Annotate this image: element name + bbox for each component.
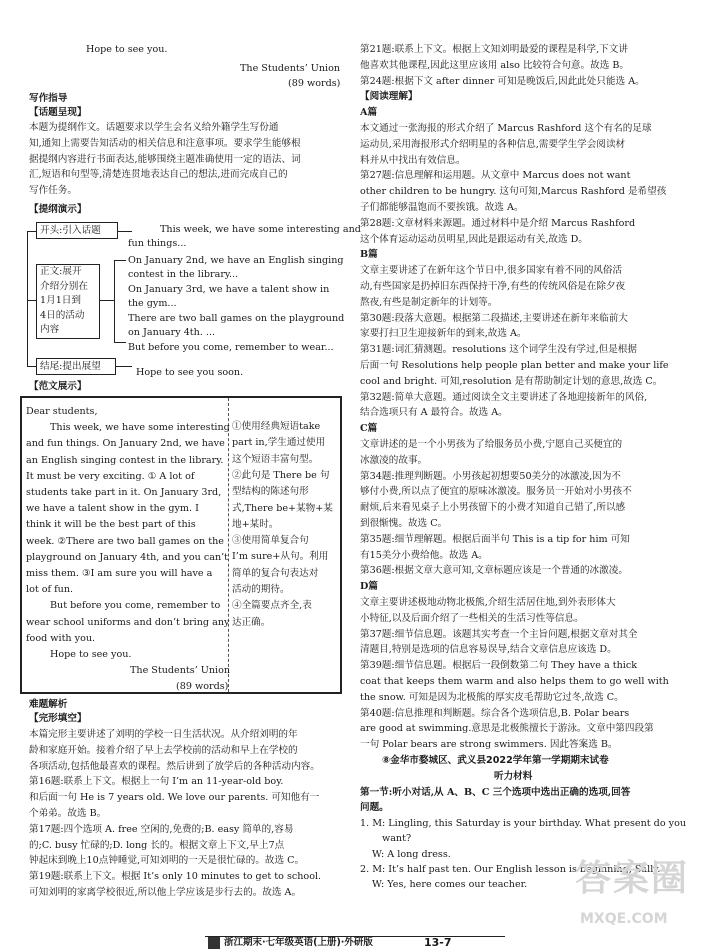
analysis-line: 第24题:根据下文 after dinner 可知是晚饭后,因此此处只能选 A。 (360, 75, 645, 87)
passage-a-line: 第28题:文章材料来源题。通过材料中是介绍 Marcus Rashford (360, 217, 636, 229)
model-line: we have a talent show in the gym. I (26, 503, 199, 515)
outline-bracket (27, 231, 28, 367)
model-line: students take part in it. On January 3rd, (26, 487, 222, 498)
outline-line: contest in the library... (128, 269, 239, 280)
passage-d-line: 清题目,特别是选项的信息容易误导,结合文章信息应该选 D。 (360, 644, 617, 656)
passage-b-line: 后面一句 Resolutions help people plan better and make your life (360, 360, 669, 371)
model-line: week. ②There are two ball games on the (26, 535, 224, 547)
model-note-line: part in,学生通过使用 (232, 437, 326, 449)
passage-a-line: 运动员,采用海报形式介绍明星的各种信息,需要学生学会阅读材 (360, 138, 626, 150)
topic-line: 知,通知上需要告知活动的相关信息和注意事项。要求学生能够根 (29, 137, 301, 149)
passage-b-line: cool and bright. 可知,resolution 是有帮助制定计划的意思,故选 C。 (360, 375, 663, 387)
passage-c-line: 第35题:细节理解题。根据后面半句 This is a tip for him 可知 (360, 533, 630, 545)
outline-line: On January 2nd, we have an English singing (128, 255, 344, 266)
outline-body-line: 4日的活动 (40, 309, 85, 321)
passage-b-line: 文章主要讲述了在新年这个节日中,很多国家有着不同的风俗活 (360, 265, 623, 277)
model-line: and fun things. On January 2nd, we have (26, 438, 225, 450)
model-line: an English singing contest in the library. (26, 454, 224, 466)
outline-box-body (36, 264, 100, 339)
exam-title: ⑧金华市婺城区、武义县2022学年第一学期期末试卷 (382, 755, 609, 766)
outline-line: But before you come, remember to wear... (128, 342, 334, 353)
passage-d-line: D篇 (360, 581, 378, 593)
outline-arrow (116, 366, 132, 367)
outline-bracket-top (27, 231, 36, 232)
outline-body-line: 1月1日到 (40, 295, 81, 306)
cloze-line: 本篇完形主要讲述了刘明的学校一日生活状况。从介绍刘明的年 (29, 729, 298, 740)
letter-wordcount: (89 words) (288, 78, 341, 89)
outline-bracket-bot (27, 366, 36, 367)
topic-line: 据提纲内容进行书面表达,能够围绕主题准确使用一定的语法、词 (29, 153, 301, 165)
outline-arrow (118, 231, 132, 232)
passage-c-line: 文章讲述的是一个小男孩为了给服务员小费,宁愿自己买便宜的 (360, 439, 623, 450)
passage-a-line: other children to be hungry. 这句可知,Marcus Rashford 是希望孩 (360, 186, 667, 198)
passage-c-line: C篇 (360, 423, 378, 435)
passage-c-line: 冰激凌的故事。 (360, 454, 428, 466)
passage-b-line: 第32题:简单大意题。通过阅读全文主要讲述了各地迎接新年的风俗, (360, 391, 648, 403)
passage-a-line: A篇 (360, 107, 378, 119)
listening-heading: 听力材料 (494, 770, 533, 782)
passage-c-line: 到很惭愧。故选 C。 (360, 518, 448, 529)
cloze-line: 的;C. busy 忙碌的;D. long 长的。根据文章上下文,早上7点 (29, 839, 285, 851)
passage-a-line: 第27题:信息理解和运用题。从文章中 Marcus does not want (360, 170, 631, 182)
model-note-line: 达正确。 (232, 616, 271, 628)
model-line: lot of fun. (26, 584, 74, 596)
outline-line: the gym... (128, 298, 177, 309)
passage-c-line: 够付小费,所以点了便宜的原味冰激凌。服务员一开始对小男孩不 (360, 486, 632, 498)
passage-a-line: 本文通过一张海报的形式介绍了 Marcus Rashford 这个有名的足球 (360, 123, 652, 134)
cloze-line: 第17题:四个选项 A. free 空闲的,免费的;B. easy 简单的,容易 (29, 823, 294, 835)
model-line: miss them. ③I am sure you will have a (26, 568, 213, 579)
model-note-line: 型结构的陈述句形 (232, 486, 309, 498)
passage-a-line: 料并从中找出有效信息。 (360, 154, 466, 166)
analysis-line: 他喜欢其他课程,因此这里应该用 also 比较符合句意。故选 B。 (360, 59, 629, 71)
cloze-line: 和后面一句 He is 7 years old. We love our parents. 可知他有一 (29, 792, 320, 804)
passage-d-line: 第39题:细节信息题。根据后一段倒数第二句 They have a thick (360, 660, 638, 672)
passage-d-line: 文章主要讲述极地动物北极熊,介绍生活居住地,到外表形体大 (360, 597, 616, 608)
cloze-line: 第19题:联系上下文。根据 It’s only 10 minutes to get to school. (29, 871, 322, 883)
writing-guide-heading: 写作指导 (29, 93, 68, 104)
passage-b-line: 动,有些国家是扔掉旧东西保持干净,有些的传统风俗是在除夕夜 (360, 281, 626, 292)
passage-c-line: 有15美分小费给他。故选 A。 (360, 549, 488, 561)
outline-line: On January 3rd, we have a talent show in (128, 284, 330, 295)
model-line: The Students’ Union (130, 665, 231, 677)
passage-d-line: the snow. 可知是因为北极熊的厚实皮毛帮助它过冬,故选 C。 (360, 691, 624, 703)
outline-brace-top (114, 260, 126, 261)
dialog-line: 2. M: It’s half past ten. Our English lesson is beginning, Sally. (360, 863, 661, 875)
model-line: think it will be the best part of this (26, 519, 196, 531)
outline-box-end-label: 结尾:提出展望 (40, 361, 101, 372)
dialog-line: want? (382, 833, 412, 845)
model-note-line: 活动的期待。 (232, 584, 290, 595)
outline-box-open (36, 222, 118, 239)
outline-line: This week, we have some interesting and (160, 224, 361, 235)
cloze-line: 个弟弟。故选 B。 (29, 808, 107, 819)
topic-line: 写作任务。 (29, 185, 77, 197)
model-note-line: ④全篇要点齐全,表 (232, 600, 312, 612)
passage-a-line: 这个体育运动运动员明星,因此是跟运动有关,故选 D。 (360, 233, 588, 245)
model-line: Hope to see you. (50, 649, 132, 660)
cloze-heading: 【完形填空】 (29, 713, 87, 724)
passage-d-line: 第37题:细节信息题。该题其实考查一个主旨问题,根据文章对其全 (360, 628, 638, 640)
outline-line: Hope to see you soon. (136, 367, 244, 378)
passage-c-line: 耐烦,后来看见桌子上小男孩留下的小费才知道自己错了,所以感 (360, 502, 626, 514)
footer-mark (208, 937, 220, 949)
topic-line: 本题为提纲作文。话题要求以学生会名义给外籍学生写份通 (29, 122, 279, 133)
analysis-line: 第21题:联系上下文。根据上文知刘明最爱的课程是科学,下文讲 (360, 44, 628, 55)
cloze-line: 钟起床到晚上10点钟睡觉,可知刘明的一天是很忙碌的。故选 C。 (29, 855, 305, 867)
dialog-line: W: A long dress. (372, 848, 451, 860)
model-line: Dear students, (26, 406, 98, 417)
passage-d-line: coat that keeps them warm and also helps them to go well with (360, 676, 669, 687)
footer-title: 浙江期末·七年级英语(上册)·外研版 (224, 937, 373, 948)
model-note-line: 简单的复合句表达对 (232, 567, 319, 579)
model-line: This week, we have some interesting (50, 422, 230, 434)
analysis-heading: 难题解析 (29, 699, 68, 710)
model-line: But before you come, remember to (50, 600, 221, 612)
passage-d-line: 一句 Polar bears are strong swimmers. 因此答案选 B。 (360, 739, 618, 751)
outline-arrow (100, 300, 114, 301)
cloze-line: 可知刘明的家离学校很近,所以他上学应该是步行去的。故选 A。 (29, 887, 302, 898)
passage-d-line: 第40题:信息推理和判断题。综合各个选项信息,B. Polar bears (360, 707, 630, 719)
letter-closing: Hope to see you. (86, 44, 168, 55)
model-line: food with you. (26, 632, 96, 644)
model-line: It must be very exciting. ① A lot of (26, 470, 195, 482)
passage-b-line: 第30题:段落大意题。根据第二段描述,主要讲述在新年来临前大 (360, 312, 628, 324)
outline-body-line: 正文:展开 (40, 266, 82, 277)
topic-heading: 【话题呈现】 (29, 107, 87, 118)
outline-line: fun things... (128, 238, 187, 249)
outline-brace (114, 260, 115, 342)
passage-b-line: B篇 (360, 249, 378, 261)
model-note-line: ③使用简单复合句 (232, 535, 309, 547)
passage-d-line: 小特征,以及后面介绍了一些相关的生活习性等信息。 (360, 612, 584, 624)
letter-signature: The Students’ Union (240, 63, 341, 74)
outline-body-line: 介绍分别在 (40, 280, 88, 292)
model-line: playground on January 4th, and you can’t (26, 551, 229, 563)
section-instruction: 问题。 (360, 802, 389, 814)
watermark-logo: 答案圈 (575, 858, 690, 899)
section-instruction: 第一节:听小对话,从 A、B、C 三个选项中选出正确的选项,回答 (360, 786, 631, 798)
outline-body-line: 内容 (40, 324, 60, 335)
outline-box-end (36, 358, 116, 375)
model-line: wear school uniforms and don’t bring any (26, 616, 230, 628)
model-note-line: 这个短语丰富句型。 (232, 453, 319, 465)
outline-brace-bot (114, 342, 126, 343)
topic-line: 汇,短语和句型等,清楚连贯地表达自己的想法,进而完成自己的 (29, 169, 288, 181)
watermark-url: MXQE.COM (580, 911, 668, 927)
model-note-line: ①使用经典短语take (232, 421, 321, 432)
passage-c-line: 第36题:根据文章大意可知,文章标题应该是一个普通的冰激凌。 (360, 565, 628, 577)
cloze-line: 各项活动,包括他最喜欢的课程。然后讲到了放学后的各种活动内容。 (29, 760, 320, 772)
footer-page: 13-7 (424, 936, 452, 949)
cloze-line: 第16题:联系上下文。根据上一句 I’m an 11-year-old boy. (29, 776, 284, 788)
outline-line: on January 4th. ... (128, 327, 216, 338)
dialog-line: W: Yes, here comes our teacher. (372, 879, 528, 890)
model-heading: 【范文展示】 (29, 381, 87, 392)
model-note-line: ②此句是 There be 句 (232, 469, 330, 481)
model-note-line: 式,There be+某物+某 (232, 502, 333, 514)
passage-c-line: 第34题:推理判断题。小男孩起初想要50美分的冰激凌,因为不 (360, 470, 621, 482)
dialog-line: 1. M: Lingling, this Saturday is your birthday. What present do you (360, 818, 687, 830)
model-note-line: 地+某时。 (232, 518, 279, 530)
model-line: (89 words) (176, 681, 229, 693)
model-note-line: I’m sure+从句。利用 (232, 551, 329, 563)
outline-line: There are two ball games on the playground (128, 313, 345, 324)
reading-heading: 【阅读理解】 (360, 91, 418, 103)
model-divider (228, 398, 229, 692)
passage-b-line: 第31题:词汇猜测题。resolutions 这个词学生没有学过,但是根据 (360, 344, 638, 356)
outline-heading: 【提纲演示】 (29, 204, 87, 215)
outline-bracket-mid (27, 300, 36, 301)
outline-box-open-label: 开头:引入话题 (40, 225, 101, 236)
passage-b-line: 熬夜,有些是制定新年的计划等。 (360, 296, 498, 308)
passage-d-line: are good at swimming.意思是北极熊擅长于游泳。文章中第四段第 (360, 723, 654, 735)
passage-a-line: 子们都能够温饱而不要挨饿。故选 A。 (360, 202, 524, 213)
footer (0, 935, 708, 952)
passage-b-line: 家要打扫卫生迎接新年的到来,故选 A。 (360, 328, 527, 340)
passage-b-line: 结合选项只有 A 最符合。故选 A。 (360, 407, 508, 419)
cloze-line: 龄和家庭开始。接着介绍了早上去学校前的活动和早上在学校的 (29, 744, 298, 756)
